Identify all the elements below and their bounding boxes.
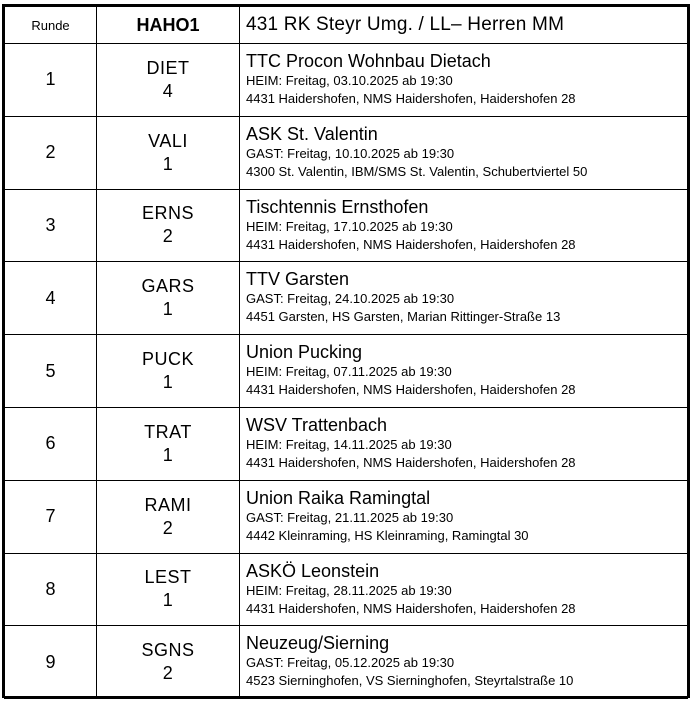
match-venue: 4431 Haidershofen, NMS Haidershofen, Haidershofen 28 bbox=[246, 454, 576, 470]
match-date: HEIM: Freitag, 14.11.2025 ab 19:30 bbox=[246, 436, 452, 452]
round-number: 5 bbox=[5, 335, 97, 408]
round-row bbox=[5, 189, 688, 262]
match-info-cell bbox=[240, 116, 688, 189]
opponent-team-number: 1 bbox=[162, 153, 174, 174]
match-venue: 4523 Sierninghofen, VS Sierninghofen, Steyrtalstraße 10 bbox=[246, 673, 574, 689]
opponent-team-number: 1 bbox=[162, 590, 174, 611]
opponent-code: VALI bbox=[148, 130, 188, 151]
opponent-name: ASK St. Valentin bbox=[246, 123, 378, 144]
match-date: GAST: Freitag, 21.11.2025 ab 19:30 bbox=[246, 509, 454, 525]
round-number: 2 bbox=[5, 116, 97, 189]
match-venue: 4431 Haidershofen, NMS Haidershofen, Haidershofen 28 bbox=[246, 600, 576, 616]
opponent-team-number: 2 bbox=[162, 226, 174, 247]
match-date: GAST: Freitag, 10.10.2025 ab 19:30 bbox=[246, 145, 455, 161]
match-date: HEIM: Freitag, 28.11.2025 ab 19:30 bbox=[246, 582, 452, 598]
round-row bbox=[5, 116, 688, 189]
match-venue: 4451 Garsten, HS Garsten, Marian Rittinger-Straße 13 bbox=[246, 309, 561, 325]
round-number: 6 bbox=[5, 407, 97, 480]
match-date: HEIM: Freitag, 17.10.2025 ab 19:30 bbox=[246, 218, 453, 234]
league-header: 431 RK Steyr Umg. / LL– Herren MM bbox=[240, 7, 688, 44]
match-info-cell bbox=[240, 553, 688, 626]
opponent-name: Union Raika Ramingtal bbox=[246, 487, 431, 508]
match-info-cell bbox=[240, 407, 688, 480]
opponent-code: PUCK bbox=[141, 349, 194, 370]
opponent-code: GARS bbox=[141, 276, 195, 297]
match-venue: 4431 Haidershofen, NMS Haidershofen, Haidershofen 28 bbox=[246, 91, 576, 106]
round-row bbox=[5, 44, 688, 117]
opponent-name: WSV Trattenbach bbox=[246, 414, 388, 435]
opponent-name: Neuzeug/Sierning bbox=[246, 633, 390, 654]
opponent-team-number: 1 bbox=[162, 372, 174, 393]
runde-header: Runde bbox=[5, 7, 97, 44]
round-number: 1 bbox=[5, 44, 97, 117]
opponent-team-number: 1 bbox=[162, 299, 174, 320]
round-number: 3 bbox=[5, 189, 97, 262]
match-date: GAST: Freitag, 05.12.2025 ab 19:30 bbox=[246, 655, 455, 671]
match-info-cell bbox=[240, 480, 688, 553]
round-row bbox=[5, 553, 688, 626]
match-info-cell bbox=[240, 626, 688, 699]
round-row bbox=[5, 626, 688, 699]
match-venue: 4442 Kleinraming, HS Kleinraming, Ramingtal 30 bbox=[246, 527, 529, 543]
round-number: 7 bbox=[5, 480, 97, 553]
opponent-code-cell bbox=[97, 335, 240, 408]
opponent-code: RAMI bbox=[144, 494, 192, 515]
opponent-team-number: 4 bbox=[162, 80, 174, 101]
round-number: 9 bbox=[5, 626, 97, 699]
opponent-code: ERNS bbox=[141, 203, 194, 224]
match-venue: 4431 Haidershofen, NMS Haidershofen, Haidershofen 28 bbox=[246, 236, 576, 252]
opponent-team-number: 1 bbox=[162, 444, 174, 465]
opponent-code-cell bbox=[97, 480, 240, 553]
opponent-name: Union Pucking bbox=[246, 342, 363, 363]
round-row bbox=[5, 335, 688, 408]
opponent-name: Tischtennis Ernsthofen bbox=[246, 196, 429, 217]
header-row bbox=[5, 7, 688, 44]
round-row bbox=[5, 407, 688, 480]
opponent-code: SGNS bbox=[141, 640, 195, 661]
match-date: HEIM: Freitag, 07.11.2025 ab 19:30 bbox=[246, 364, 452, 380]
team-code-header: HAHO1 bbox=[97, 7, 240, 44]
match-info-cell bbox=[240, 44, 688, 117]
opponent-code: DIET bbox=[146, 57, 190, 78]
opponent-code-cell bbox=[97, 116, 240, 189]
match-venue: 4300 St. Valentin, IBM/SMS St. Valentin, Schubertviertel 50 bbox=[246, 163, 588, 179]
round-number: 4 bbox=[5, 262, 97, 335]
opponent-code-cell bbox=[97, 407, 240, 480]
opponent-code-cell bbox=[97, 553, 240, 626]
round-row bbox=[5, 480, 688, 553]
opponent-code-cell bbox=[97, 44, 240, 117]
opponent-code-cell bbox=[97, 262, 240, 335]
opponent-code-cell bbox=[97, 189, 240, 262]
round-number: 8 bbox=[5, 553, 97, 626]
match-venue: 4431 Haidershofen, NMS Haidershofen, Haidershofen 28 bbox=[246, 382, 576, 398]
match-info-cell bbox=[240, 335, 688, 408]
opponent-code: LEST bbox=[144, 567, 192, 588]
match-date: HEIM: Freitag, 03.10.2025 ab 19:30 bbox=[246, 73, 453, 88]
opponent-code: TRAT bbox=[144, 421, 192, 442]
opponent-name: TTV Garsten bbox=[246, 269, 350, 290]
opponent-code-cell bbox=[97, 626, 240, 699]
match-info-cell bbox=[240, 262, 688, 335]
opponent-team-number: 2 bbox=[162, 517, 174, 538]
opponent-team-number: 2 bbox=[162, 663, 174, 684]
round-row bbox=[5, 262, 688, 335]
match-info-cell bbox=[240, 189, 688, 262]
match-date: GAST: Freitag, 24.10.2025 ab 19:30 bbox=[246, 291, 455, 307]
opponent-name: TTC Procon Wohnbau Dietach bbox=[246, 51, 491, 71]
opponent-name: ASKÖ Leonstein bbox=[246, 560, 380, 581]
schedule-sheet bbox=[2, 4, 690, 698]
schedule-table bbox=[4, 6, 688, 699]
